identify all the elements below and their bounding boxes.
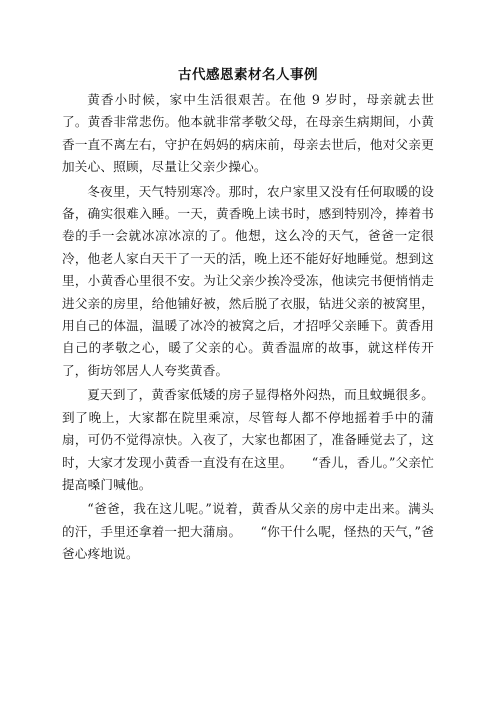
paragraph-3: 夏天到了，黄香家低矮的房子显得格外闷热，而且蚊蝇很多。到了晚上，大家都在院里乘凉，尽管每人都不停地摇着手中的蒲扇，可仍不觉得凉快。入夜了，大家也都困了，准备睡觉去了，这时，大家才发现小黄香一直没有在这里。 “香儿，香儿。”父亲忙提高嗓门喊他。 xyxy=(62,387,434,492)
document-title: 古代感恩素材名人事例 xyxy=(178,67,318,83)
paragraph-1: 黄香小时候，家中生活很艰苦。在他 9 岁时，母亲就去世了。黄香非常悲伤。他本就非常孝敬父母，在母亲生病期间，小黄香一直不离左右，守护在妈妈的病床前，母亲去世后，他对父亲更加关心、照顾，尽量让父亲少操心。 xyxy=(62,92,434,175)
paragraph-4: “爸爸，我在这儿呢。”说着，黄香从父亲的房中走出来。满头的汗，手里还拿着一把大蒲扇。 “你干什么呢，怪热的天气，”爸爸心疼地说。 xyxy=(62,501,434,562)
paragraph-2: 冬夜里，天气特别寒冷。那时，农户家里又没有任何取暖的设备，确实很难入睡。一天，黄香晚上读书时，感到特别冷，捧着书卷的手一会就冰凉冰凉的了。他想，这么冷的天气，爸爸一定很冷，他老人家白天干了一天的活，晚上还不能好好地睡觉。想到这里，小黄香心里很不安。为让父亲少挨冷受冻，他读完书便悄悄走进父亲的房里，给他铺好被，然后脱了衣服，钻进父亲的被窝里，用自己的体温，温暖了冰冷的被窝之后，才招呼父亲睡下。黄香用自己的孝敬之心，暖了父亲的心。黄香温席的故事，就这样传开了，街坊邻居人人夸奖黄香。 xyxy=(62,183,434,378)
